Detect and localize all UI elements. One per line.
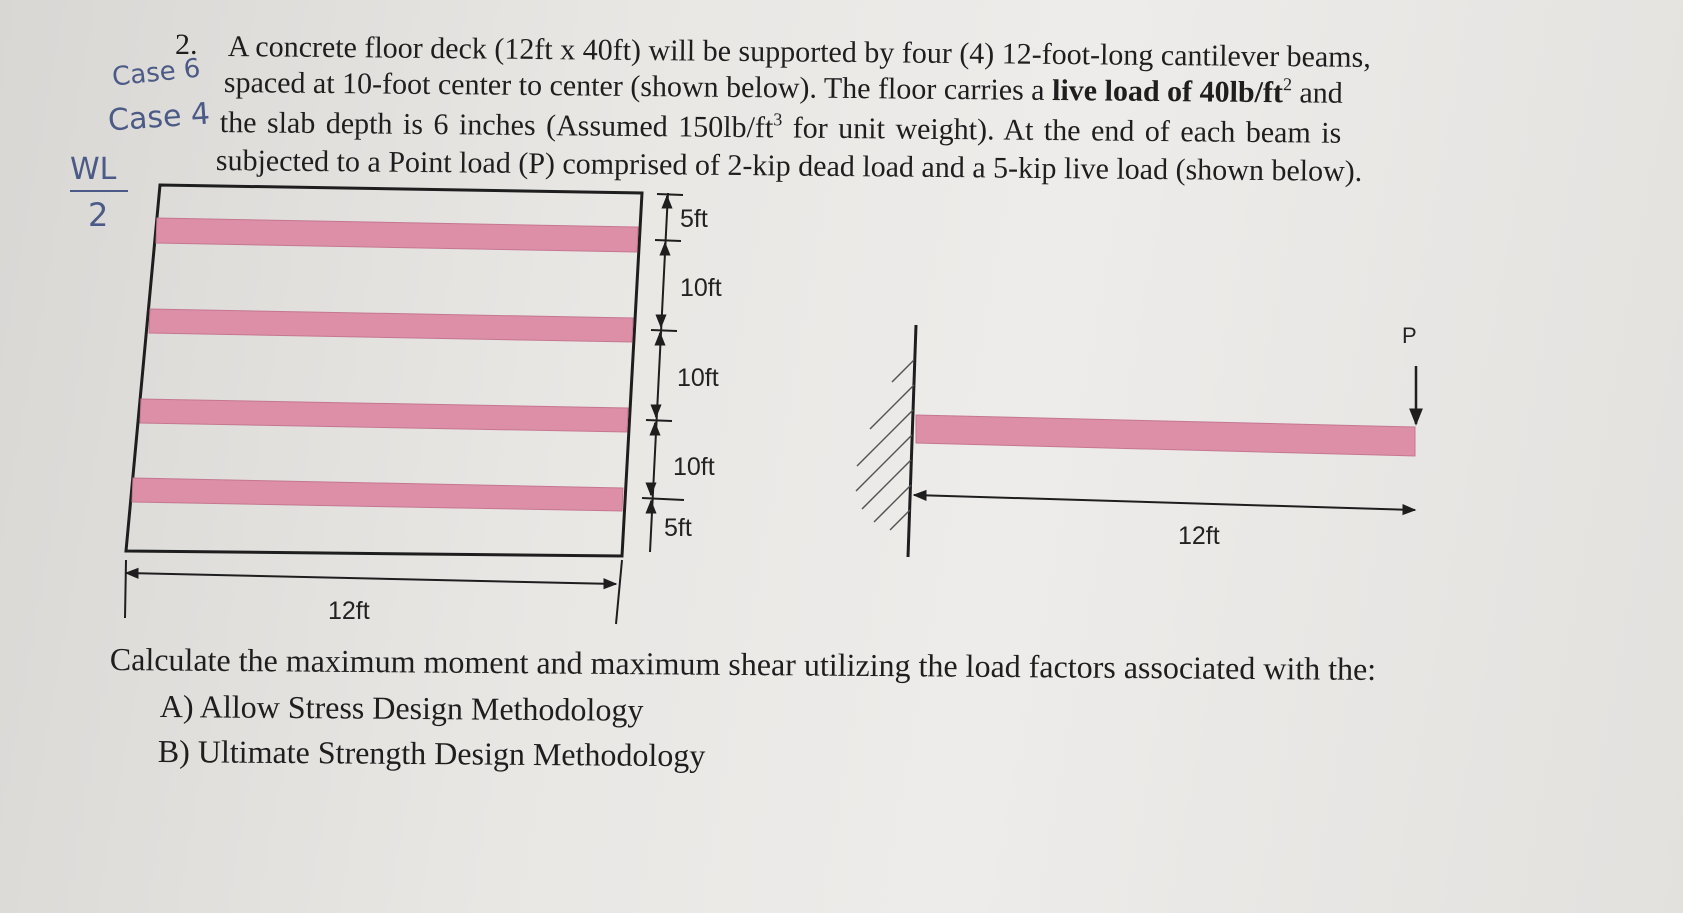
dim-label-5ft-bottom: 5ft <box>664 514 692 542</box>
beam-plan-3 <box>140 399 628 432</box>
point-load-label: P <box>1402 323 1417 348</box>
plan-view <box>125 185 684 624</box>
plan-dim-horizontal <box>126 573 616 584</box>
beam-plan-4 <box>132 478 623 511</box>
question-option-b: B) Ultimate Strength Design Methodology <box>157 733 706 774</box>
handwritten-two: 2 <box>88 196 109 234</box>
dim-label-10ft-1: 10ft <box>680 274 722 302</box>
beam-span-label: 12ft <box>1178 522 1220 550</box>
cantilever-beam <box>916 415 1415 456</box>
beam-plan-1 <box>156 218 638 252</box>
question-option-a: A) Allow Stress Design Methodology <box>159 688 644 728</box>
plan-width-label: 12ft <box>328 597 370 625</box>
span-dimension <box>914 495 1415 510</box>
fixed-support <box>908 325 916 557</box>
dim-label-5ft-top: 5ft <box>680 205 708 233</box>
problem-number: 2. <box>175 28 198 61</box>
handwritten-case-4: Case 4 <box>106 96 212 139</box>
problem-line-3: the slab depth is 6 inches (Assumed $150lb/ft^3$ for unit weight). At the end of each beam is <box>219 106 1342 150</box>
problem-line-2: spaced at 10-foot center to center (shown below). The floor carries a live load of $40lb/ft^2$ and <box>223 66 1343 110</box>
handwritten-wl: WL <box>70 152 117 187</box>
dim-label-10ft-3: 10ft <box>673 453 715 481</box>
problem-line-4: subjected to a Point load (P) comprised of 2-kip dead load and a 5-kip live load (shown below). <box>215 144 1363 189</box>
question-prompt: Calculate the maximum moment and maximum shear utilizing the load factors associated with the: <box>109 641 1377 687</box>
beam-plan-2 <box>149 309 633 342</box>
handwritten-case-6: Case 6 <box>110 53 202 93</box>
cantilever-view <box>856 325 1416 557</box>
problem-line-1: A concrete floor deck (12ft x 40ft) will be supported by four (4) 12-foot-long cantilever beams, <box>227 30 1371 74</box>
dim-label-10ft-2: 10ft <box>677 364 719 392</box>
support-hatching <box>856 360 914 530</box>
